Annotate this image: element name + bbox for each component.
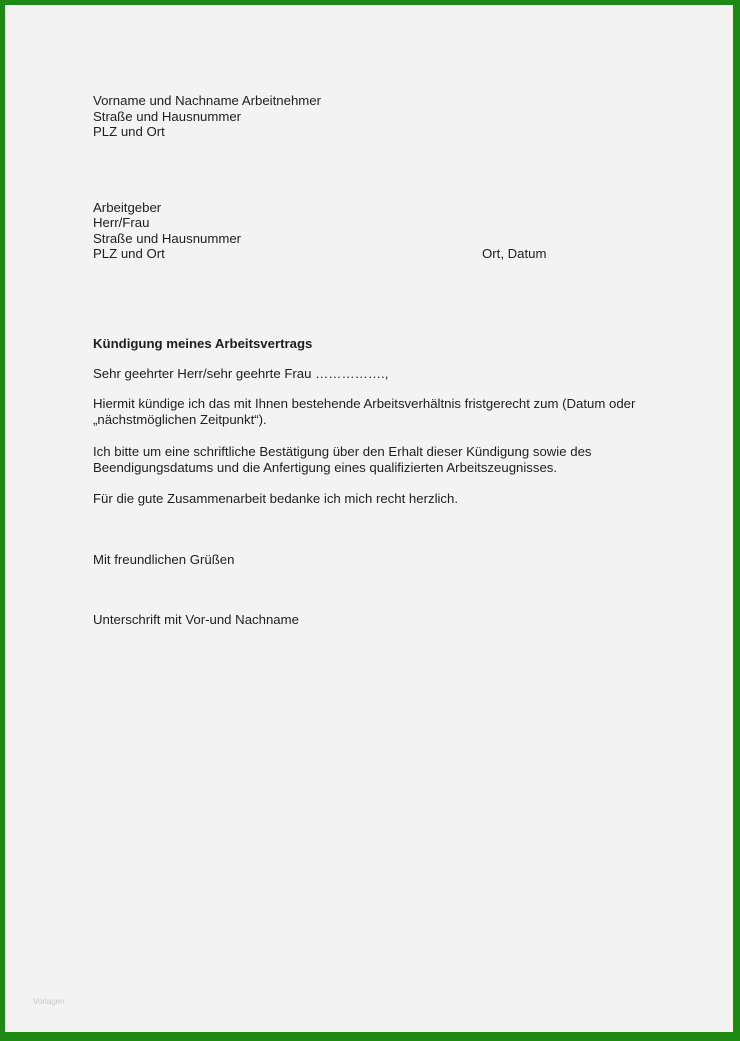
closing: Mit freundlichen Grüßen <box>93 552 235 567</box>
sender-city: PLZ und Ort <box>93 124 165 139</box>
recipient-city: PLZ und Ort <box>93 246 165 261</box>
place-date: Ort, Datum <box>482 246 547 261</box>
greeting: Sehr geehrter Herr/sehr geehrte Frau ……………., <box>93 366 389 381</box>
recipient-street: Straße und Hausnummer <box>93 231 242 246</box>
body-paragraph-2-line-1: Ich bitte um eine schriftliche Bestätigung über den Erhalt dieser Kündigung sowie des <box>93 444 592 459</box>
recipient-salutation: Herr/Frau <box>93 215 150 230</box>
recipient-label: Arbeitgeber <box>93 200 162 215</box>
subject-line: Kündigung meines Arbeitsvertrags <box>93 336 313 351</box>
sender-street: Straße und Hausnummer <box>93 109 242 124</box>
letter-page <box>5 5 733 1032</box>
body-paragraph-1-line-1: Hiermit kündige ich das mit Ihnen bestehende Arbeitsverhältnis fristgerecht zum (Datum oder <box>93 396 636 411</box>
watermark: Vorlagen <box>33 997 65 1006</box>
body-paragraph-3: Für die gute Zusammenarbeit bedanke ich mich recht herzlich. <box>93 491 459 506</box>
signature-line: Unterschrift mit Vor-und Nachname <box>93 612 299 627</box>
sender-name: Vorname und Nachname Arbeitnehmer <box>93 93 321 108</box>
body-paragraph-1-line-2: „nächstmöglichen Zeitpunkt“). <box>93 412 267 427</box>
body-paragraph-2-line-2: Beendigungsdatums und die Anfertigung eines qualifizierten Arbeitszeugnisses. <box>93 460 558 475</box>
